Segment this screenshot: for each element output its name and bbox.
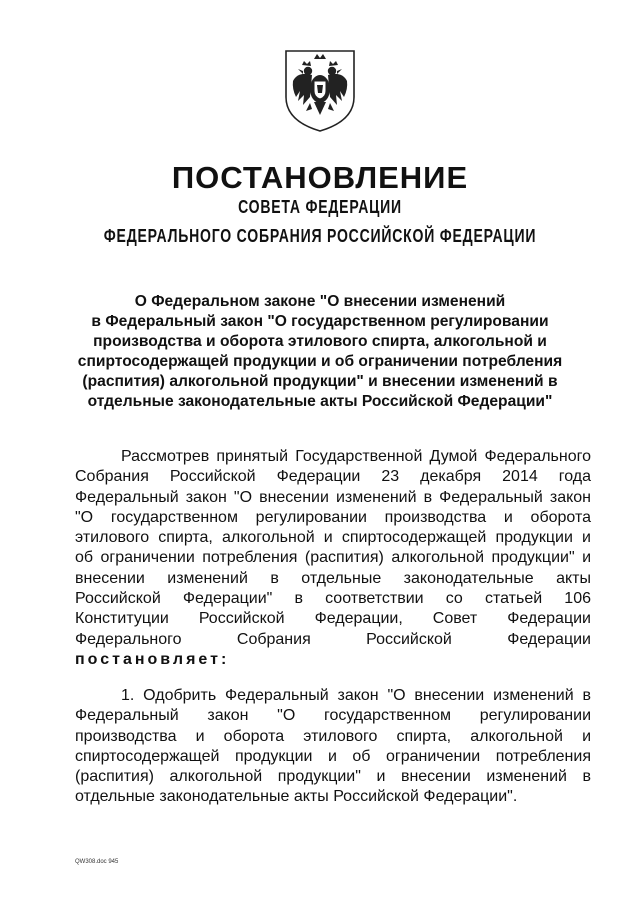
paragraph-line: производства и оборота этилового спирта, алкогольной и bbox=[75, 727, 591, 745]
document-subject bbox=[40, 292, 600, 412]
double-headed-eagle-icon bbox=[282, 45, 358, 135]
paragraph-line: "О государственном регулировании производства и оборота bbox=[75, 508, 591, 526]
paragraph-line: Конституции Российской Федерации, Совет Федерации bbox=[75, 610, 591, 628]
document-code: QW308.doc 945 bbox=[75, 859, 119, 865]
subject-line: в Федеральный закон "О государственном регулировании bbox=[91, 313, 549, 330]
paragraph-line: спиртосодержащей продукции и об ограничении потребления bbox=[75, 747, 591, 765]
subject-line: производства и оборота этилового спирта, алкогольной и bbox=[93, 333, 547, 350]
subject-line: (распития) алкогольной продукции" и внесении изменений в bbox=[82, 373, 558, 390]
preamble-paragraph bbox=[75, 447, 591, 670]
paragraph-line: (распития) алкогольной продукции" и внесении изменений в bbox=[75, 768, 591, 786]
paragraph-line: отдельные законодательные акты Российской Федерации". bbox=[75, 788, 518, 806]
resolution-item-1 bbox=[75, 686, 591, 808]
subject-line: отдельные законодательные акты Российской Федерации" bbox=[87, 393, 553, 410]
paragraph-line: Федеральный закон "О государственном регулировании bbox=[75, 707, 591, 725]
paragraph-line: 1. Одобрить Федеральный закон "О внесении изменений в bbox=[121, 687, 591, 704]
issuer-line-1: СОВЕТА ФЕДЕРАЦИИ bbox=[238, 197, 402, 217]
document-title: ПОСТАНОВЛЕНИЕ bbox=[171, 160, 469, 195]
paragraph-line: этилового спирта, алкогольной и спиртосодержащей продукции и bbox=[75, 529, 591, 547]
subject-line: О Федеральном законе "О внесении изменений bbox=[134, 293, 506, 310]
subject-line: спиртосодержащей продукции и об ограничении потребления bbox=[77, 353, 563, 370]
paragraph-line: Федеральный закон "О внесении изменений в Федеральный закон bbox=[75, 488, 591, 506]
paragraph-line: об ограничении потребления (распития) алкогольной продукции" и bbox=[75, 549, 591, 567]
issuer-line-2: ФЕДЕРАЛЬНОГО СОБРАНИЯ РОССИЙСКОЙ ФЕДЕРАЦИИ bbox=[103, 226, 537, 246]
decree-word: постановляет: bbox=[75, 650, 230, 668]
paragraph-line: внесении изменений в отдельные законодательные акты bbox=[75, 569, 591, 587]
paragraph-line: Рассмотрев принятый Государственной Думой Федерального bbox=[121, 448, 591, 465]
paragraph-line: Собрания Российской Федерации 23 декабря 2014 года bbox=[75, 468, 591, 486]
paragraph-line: Федерального Собрания Российской Федерации bbox=[75, 630, 591, 648]
paragraph-line: Российской Федерации" в соответствии со статьей 106 bbox=[75, 590, 591, 608]
